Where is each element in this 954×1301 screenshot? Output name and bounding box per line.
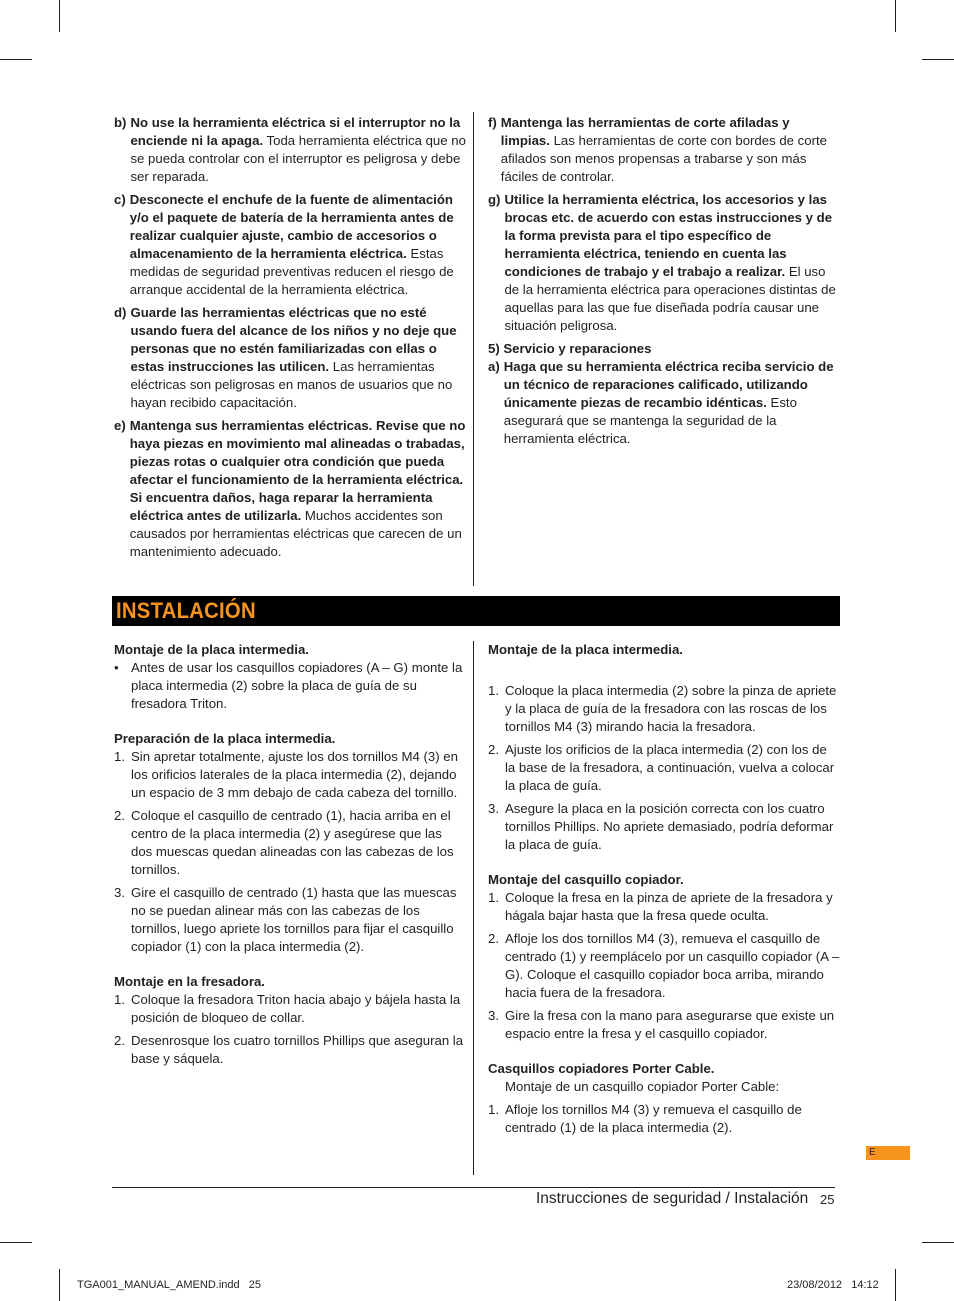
page-number: 25 bbox=[820, 1192, 835, 1207]
safety-item-g: g) Utilice la herramienta eléctrica, los accesorios y las brocas etc. de acuerdo con estas instrucciones y de la forma prevista para el tipo específico de herramienta eléctrica, teniendo en cuenta las condiciones de trabajo y el trabajo a realizar. El uso de la herramienta eléctrica para operaciones distintas de aquellas para las que fue diseñada podría causar une situación peligrosa. bbox=[488, 192, 836, 333]
column-divider bbox=[473, 641, 474, 1175]
banner-title: INSTALACIÓN bbox=[116, 598, 256, 623]
list-item: 3. Gire el casquillo de centrado (1) hasta que las muescas no se puedan alinear más con las cabezas de los tornillos, luego apriete los tornillos para fijar el casquillo copiador (1) con la placa intermedia (2). bbox=[114, 885, 457, 954]
intro-text: Montaje de un casquillo copiador Porter Cable: bbox=[505, 1079, 780, 1094]
list-item: 1. Afloje los tornillos M4 (3) y remueva el casquillo de centrado (1) de la placa intermedia (2). bbox=[488, 1102, 802, 1135]
list-item: 2. Coloque el casquillo de centrado (1), hacia arriba en el centro de la placa intermedia (2) y asegúrese que las dos muescas quedan alineadas con las cabezas de los tornillos. bbox=[114, 808, 454, 877]
crop-mark bbox=[59, 1269, 60, 1301]
language-tab: E bbox=[866, 1146, 910, 1160]
list-item: 1. Sin apretar totalmente, ajuste los dos tornillos M4 (3) en los orificios laterales de la placa intermedia (2), dejando un espacio de 3 mm debajo de cada cabeza del tornillo. bbox=[114, 749, 458, 800]
safety-item-d: d) Guarde las herramientas eléctricas que no esté usando fuera del alcance de los niños y no deje que personas que no estén familiarizadas con ellas o estas instrucciones las utilicen. Las herramientas eléctricas son peligrosas en manos de usuarios que no hayan recibido capacitación. bbox=[114, 305, 457, 410]
subheading: Casquillos copiadores Porter Cable. bbox=[488, 1061, 715, 1076]
safety-item-a: a) Haga que su herramienta eléctrica reciba servicio de un técnico de reparaciones calificado, utilizando únicamente piezas de recambio idénticas. Esto asegurará que se mantenga la seguridad de la herramienta eléctrica. bbox=[488, 359, 834, 446]
crop-mark bbox=[0, 59, 32, 60]
bullet-item: • Antes de usar los casquillos copiadores (A – G) monte la placa intermedia (2) sobre la placa de guía de su fresadora Triton. bbox=[114, 660, 463, 711]
footer-title: Instrucciones de seguridad / Instalación bbox=[536, 1190, 809, 1207]
safety-left-column bbox=[114, 114, 466, 566]
subheading: Montaje en la fresadora. bbox=[114, 974, 265, 989]
bullet-icon: • bbox=[114, 660, 119, 675]
safety-item-c: c) Desconecte el enchufe de la fuente de alimentación y/o el paquete de batería de la herramienta antes de realizar cualquier ajuste, cambio de accesorios o almacenamiento de la herramienta eléctrica. Estas medidas de seguridad preventivas reducen el riesgo de arranque accidental de la herramienta eléctrica. bbox=[114, 192, 454, 297]
safety-item-e: e) Mantenga sus herramientas eléctricas. Revise que no haya piezas en movimiento mal alineadas o trabadas, piezas rotas o cualquier otra condición que pueda afectar el funcionamiento de la herramienta eléctrica. Si encuentra daños, haga reparar la herramienta eléctrica antes de utilizarla. Muchos accidentes son causados por herramientas eléctricas que carecen de un mantenimiento adecuado. bbox=[114, 418, 466, 559]
list-item: 3. Asegure la placa en la posición correcta con los cuatro tornillos Phillips. No apriete demasiado, podría deformar la placa de guía. bbox=[488, 801, 834, 852]
subheading: Montaje de la placa intermedia. bbox=[488, 642, 683, 657]
crop-mark bbox=[922, 59, 954, 60]
list-item: 2. Afloje los dos tornillos M4 (3), remueva el casquillo de centrado (1) y reemplácelo por un casquillo copiador (A – G). Coloque el casquillo copiador boca arriba, mirando hacia fuera de la fresadora. bbox=[488, 931, 840, 1000]
subheading: Preparación de la placa intermedia. bbox=[114, 731, 336, 746]
install-left-column bbox=[114, 641, 466, 1073]
safety-right-column bbox=[488, 114, 840, 453]
list-item: 1. Coloque la placa intermedia (2) sobre la pinza de apriete y la placa de guía de la fresadora con las roscas de los tornillos M4 (3) mirando hacia la fresadora. bbox=[488, 683, 837, 734]
section-banner bbox=[112, 596, 840, 626]
section-heading: 5) Servicio y reparaciones bbox=[488, 341, 652, 356]
list-item: 1. Coloque la fresa en la pinza de apriete de la fresadora y hágala bajar hasta que la fresa quede oculta. bbox=[488, 890, 833, 923]
crop-mark bbox=[895, 1269, 896, 1301]
safety-item-f: f) Mantenga las herramientas de corte afiladas y limpias. Las herramientas de corte con bordes de corte afilados son menos propensas a trabarse y son más fáciles de controlar. bbox=[488, 115, 827, 184]
date-slug: 23/08/2012 14:12 bbox=[787, 1279, 879, 1291]
list-item: 3. Gire la fresa con la mano para asegurarse que existe un espacio entre la fresa y el casquillo copiador. bbox=[488, 1008, 835, 1041]
crop-mark bbox=[0, 1242, 32, 1243]
column-divider bbox=[473, 112, 474, 586]
crop-mark bbox=[59, 0, 60, 32]
file-slug: TGA001_MANUAL_AMEND.indd 25 bbox=[77, 1279, 262, 1291]
list-item: 1. Coloque la fresadora Triton hacia abajo y bájela hasta la posición de bloqueo de collar. bbox=[114, 992, 461, 1025]
list-item: 2. Desenrosque los cuatro tornillos Phillips que aseguran la base y sáquela. bbox=[114, 1033, 464, 1066]
crop-mark bbox=[895, 0, 896, 32]
subheading: Montaje de la placa intermedia. bbox=[114, 642, 309, 657]
crop-mark bbox=[922, 1242, 954, 1243]
install-right-column bbox=[488, 641, 840, 1142]
safety-item-b: b) No use la herramienta eléctrica si el interruptor no la enciende ni la apaga. Toda herramienta eléctrica que no se pueda controlar con el interruptor es peligrosa y debe ser reparada. bbox=[114, 115, 466, 184]
list-item: 2. Ajuste los orificios de la placa intermedia (2) con los de la base de la fresadora, a continuación, vuelva a colocar la placa de guía. bbox=[488, 742, 835, 793]
footer-rule bbox=[112, 1187, 835, 1188]
subheading: Montaje del casquillo copiador. bbox=[488, 872, 684, 887]
